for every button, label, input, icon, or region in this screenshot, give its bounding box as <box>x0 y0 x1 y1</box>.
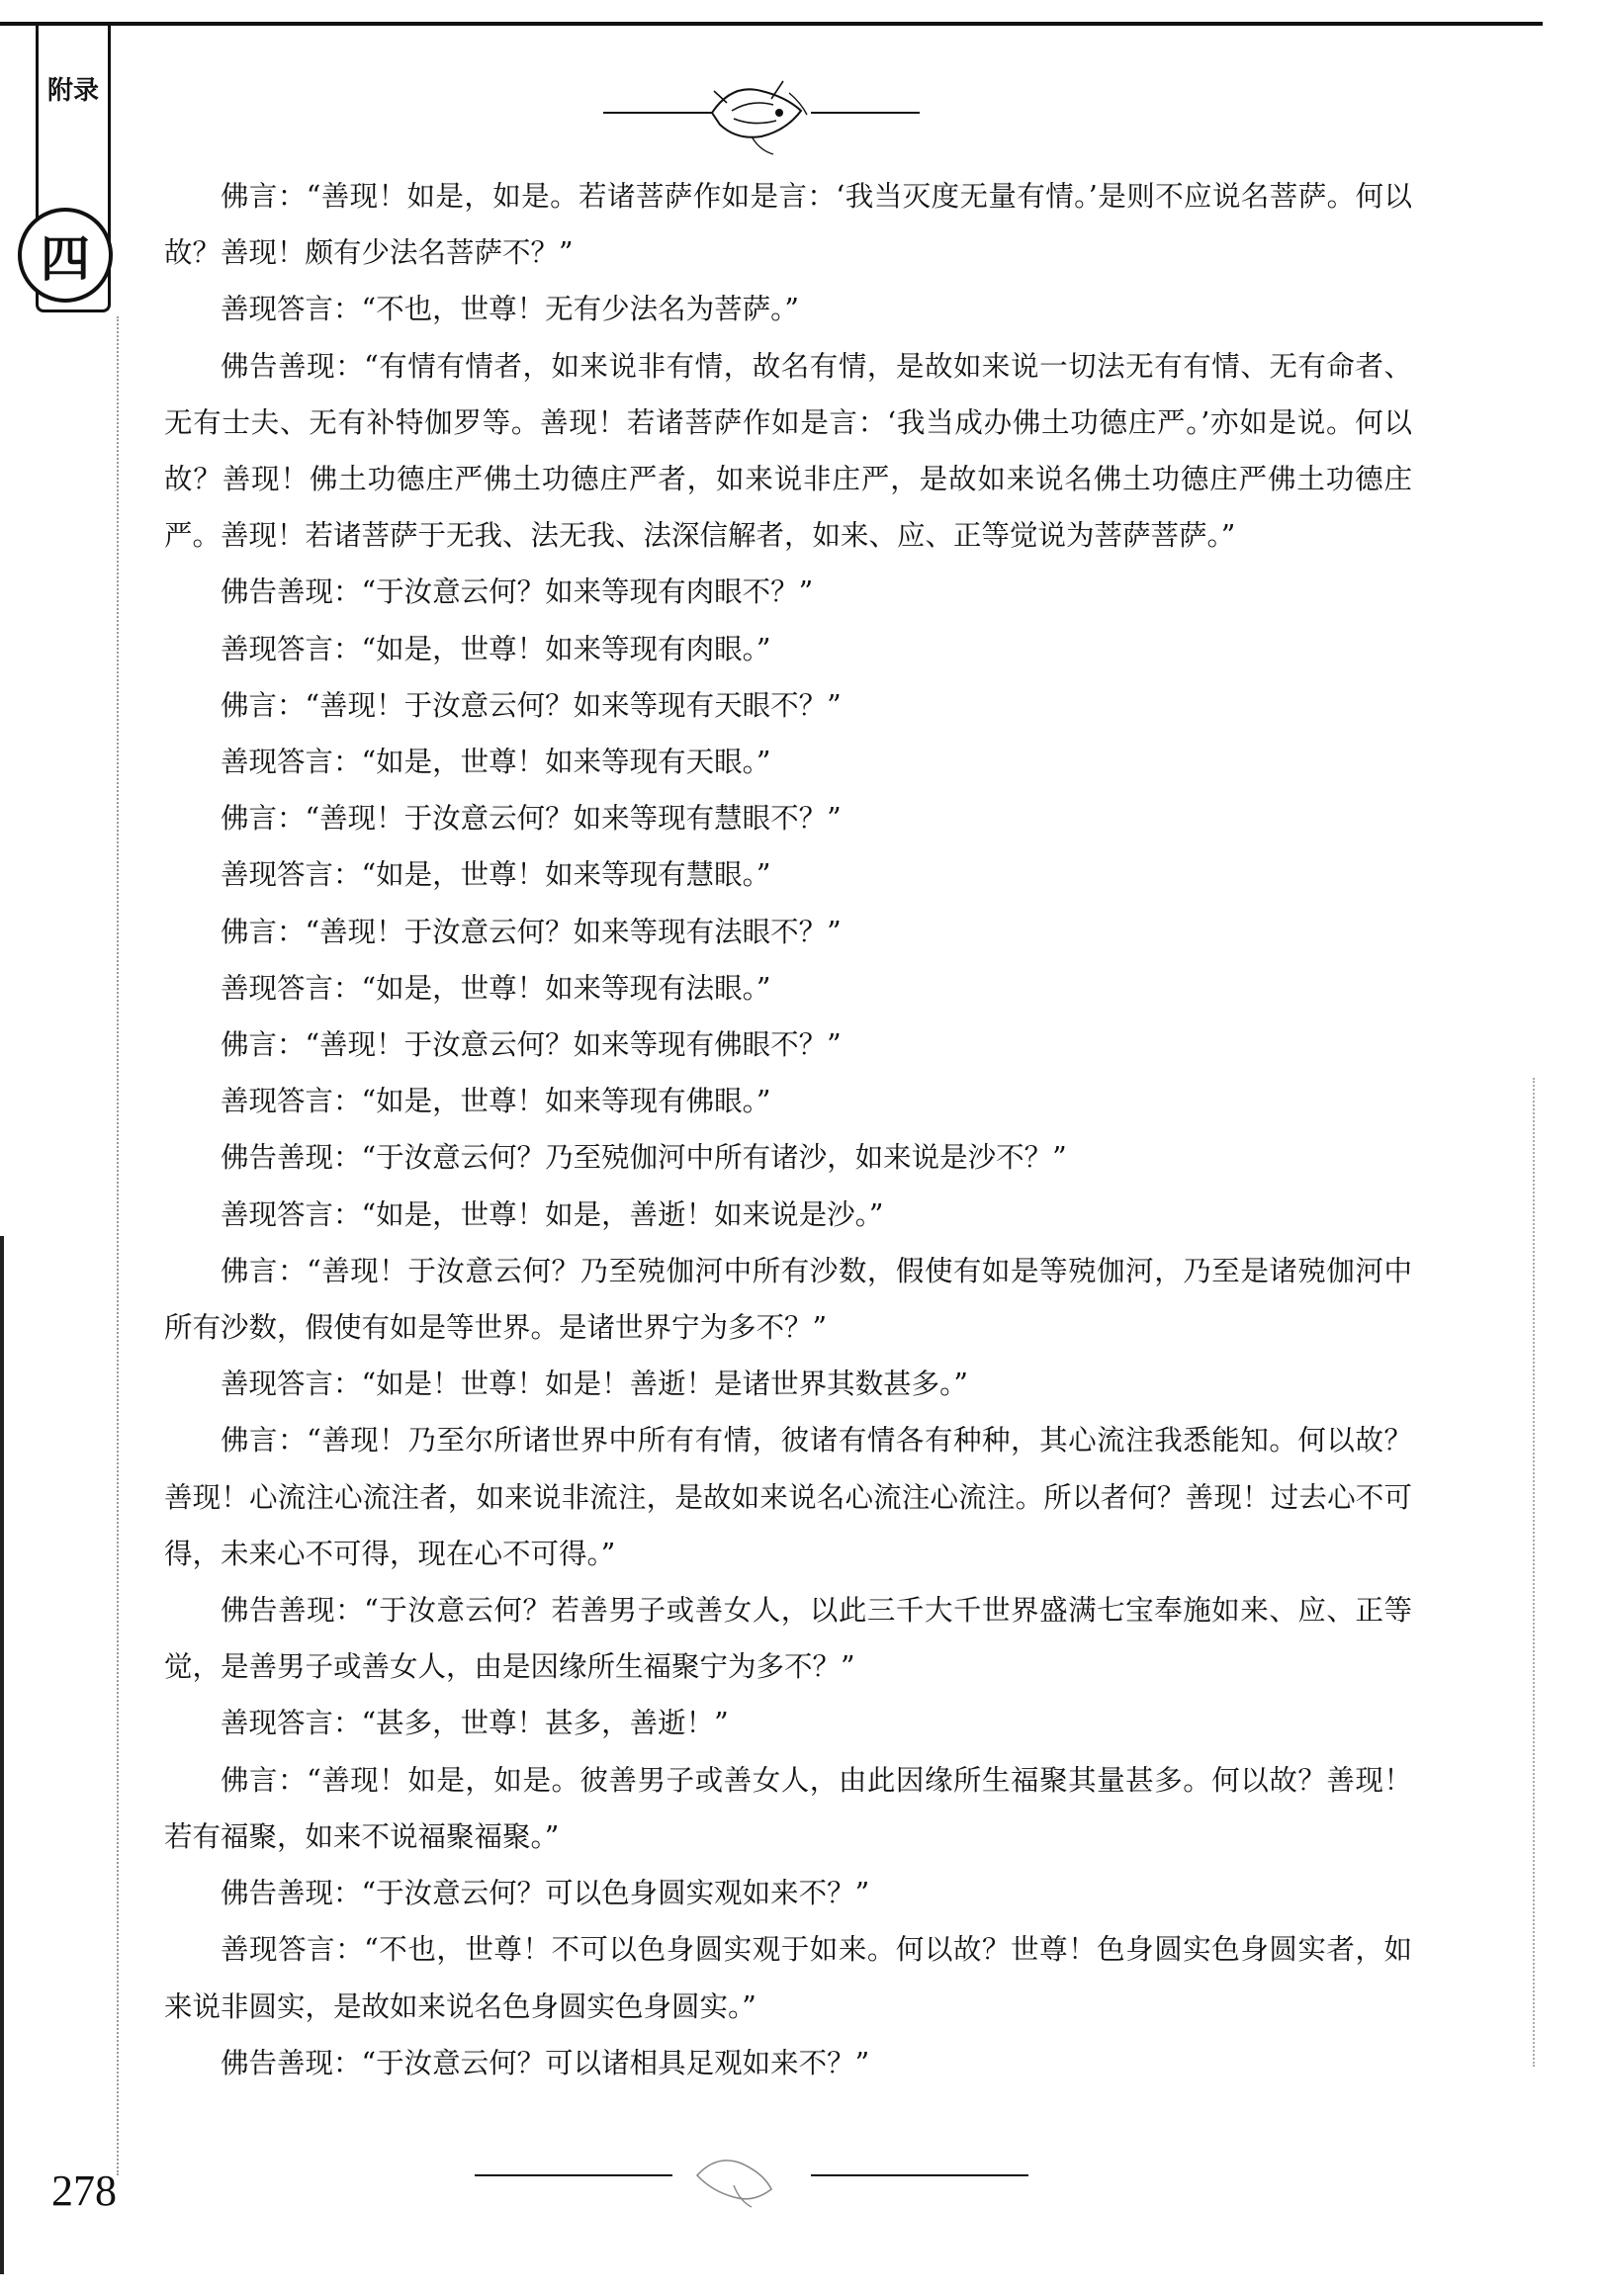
paragraph: 善现答言：“如是，世尊！如来等现有法眼。” <box>221 971 771 1005</box>
section-label: 附录 <box>47 76 100 106</box>
paragraph: 佛言：“善现！于汝意云何？如来等现有法眼不？” <box>221 915 842 948</box>
paragraph: 佛告善现：“于汝意云何？可以诸相具足观如来不？” <box>221 2046 870 2079</box>
header-ornament-icon <box>603 63 920 162</box>
paragraph: 佛言：“善现！乃至尔所诸世界中所有有情，彼诸有情各有种种，其心流注我悉能知。何以故？善现！心流注心流注者，如来说非流注，是故如来说名心流注心流注。所以者何？善现！过去心不可得，未来心不可得，现在心不可得。” <box>164 1424 1412 1570</box>
paragraph: 佛告善现：“于汝意云何？乃至殑伽河中所有诸沙，如来说是沙不？” <box>221 1141 1067 1175</box>
paragraph: 善现答言：“如是，世尊！如是，善逝！如来说是沙。” <box>221 1197 884 1231</box>
right-margin-dotted-line <box>1533 1078 1535 2067</box>
paragraph: 佛言：“善现！于汝意云何？如来等现有慧眼不？” <box>221 802 842 836</box>
paragraph: 佛告善现：“于汝意云何？若善男子或善女人，以此三千大千世界盛满七宝奉施如来、应、正等觉，是善男子或善女人，由是因缘所生福聚宁为多不？” <box>164 1594 1412 1684</box>
paragraph: 善现答言：“如是，世尊！如来等现有肉眼。” <box>221 632 771 665</box>
paragraph: 佛言：“善现！如是，如是。彼善男子或善女人，由此因缘所生福聚其量甚多。何以故？善现！若有福聚，如来不说福聚福聚。” <box>164 1763 1412 1853</box>
paragraph: 佛言：“善现！于汝意云何？如来等现有天眼不？” <box>221 688 842 722</box>
paragraph: 善现答言：“不也，世尊！不可以色身圆实观于如来。何以故？世尊！色身圆实色身圆实者，如来说非圆实，是故如来说名色身圆实色身圆实。” <box>164 1933 1412 2023</box>
body-text <box>164 168 1412 2091</box>
footer-ornament-icon <box>475 2146 1028 2215</box>
paragraph: 佛言：“善现！于汝意云何？乃至殑伽河中所有沙数，假使有如是等殑伽河，乃至是诸殑伽河中所有沙数，假使有如是等世界。是诸世界宁为多不？” <box>164 1254 1412 1345</box>
paragraph: 善现答言：“甚多，世尊！甚多，善逝！” <box>221 1707 729 1740</box>
paragraph: 佛告善现：“于汝意云何？可以色身圆实观如来不？” <box>221 1877 870 1910</box>
paragraph: 佛告善现：“有情有情者，如来说非有情，故名有情，是故如来说一切法无有有情、无有命者、无有士夫、无有补特伽罗等。善现！若诸菩萨作如是言：‘我当成办佛土功德庄严。’亦如是说。何以故？善现！佛土功德庄严佛土功德庄严者，如来说非庄严，是故如来说名佛土功德庄严佛土功德庄严。善现！若诸菩萨于无我、法无我、法深信解者，如来、应、正等觉说为菩萨菩萨。” <box>164 349 1412 553</box>
paragraph: 善现答言：“如是！世尊！如是！善逝！是诸世界其数甚多。” <box>221 1368 968 1401</box>
paragraph: 善现答言：“如是，世尊！如来等现有慧眼。” <box>221 858 771 892</box>
margin-edge-bar <box>0 1236 4 2274</box>
top-rule <box>0 22 1543 26</box>
paragraph: 佛告善现：“于汝意云何？如来等现有肉眼不？” <box>221 575 814 609</box>
paragraph: 佛言：“善现！如是，如是。若诸菩萨作如是言：‘我当灭度无量有情。’是则不应说名菩萨。何以故？善现！颇有少法名菩萨不？” <box>164 180 1412 270</box>
page-number: 278 <box>51 2166 117 2215</box>
paragraph: 善现答言：“如是，世尊！如来等现有天眼。” <box>221 746 771 779</box>
margin-dotted-line <box>117 316 119 2175</box>
paragraph: 佛言：“善现！于汝意云何？如来等现有佛眼不？” <box>221 1028 842 1062</box>
paragraph: 善现答言：“如是，世尊！如来等现有佛眼。” <box>221 1085 771 1118</box>
chapter-badge: 四 <box>18 208 113 303</box>
paragraph: 善现答言：“不也，世尊！无有少法名为菩萨。” <box>221 293 799 326</box>
